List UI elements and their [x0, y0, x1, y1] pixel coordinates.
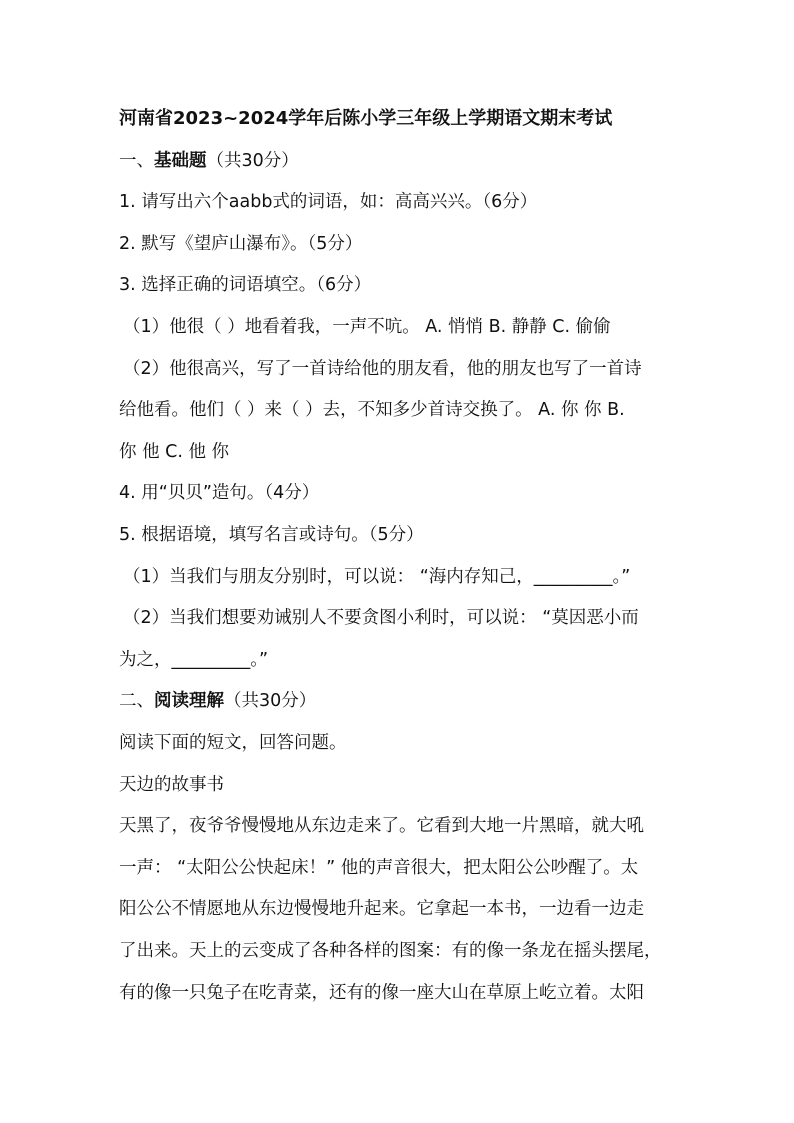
passage-title: 天边的故事书	[119, 775, 224, 795]
question-5: 5. 根据语境，填写名言或诗句。（5分）	[119, 525, 424, 545]
section-score: （共30分）	[206, 151, 299, 171]
section-name: 阅读理解	[154, 691, 224, 711]
section-heading-reading	[119, 689, 699, 713]
question-3-1: （1）他很（ ）地看着我，一声不吭。 A. 悄悄 B. 静静 C. 偷偷	[123, 317, 611, 337]
section-prefix: 一、	[119, 151, 154, 171]
passage-line: 阳公公不情愿地从东边慢慢地升起来。它拿起一本书，一边看一边走	[119, 899, 644, 919]
passage-line: 有的像一只兔子在吃青菜，还有的像一座大山在草原上屹立着。太阳	[119, 983, 644, 1003]
section-heading-basics	[119, 149, 699, 173]
section-prefix: 二、	[119, 691, 154, 711]
section-name: 基础题	[154, 151, 207, 171]
exam-title: 河南省2023~2024学年后陈小学三年级上学期语文期末考试	[119, 108, 613, 129]
question-5-1: （1）当我们与朋友分别时，可以说： “海内存知己，_________。”	[123, 567, 631, 587]
question-1: 1. 请写出六个aabb式的词语，如：高高兴兴。（6分）	[119, 192, 538, 212]
question-4: 4. 用“贝贝”造句。（4分）	[119, 483, 320, 503]
question-3-2-line-2: 给他看。他们（ ）来（ ）去，不知多少首诗交换了。 A. 你 你 B.	[119, 400, 625, 420]
passage-line: 一声： “太阳公公快起床！” 他的声音很大，把太阳公公吵醒了。太	[119, 858, 639, 878]
question-3-2-line-1: （2）他很高兴，写了一首诗给他的朋友看，他的朋友也写了一首诗	[123, 359, 642, 379]
question-5-2-line-2: 为之，_________。”	[119, 650, 269, 670]
question-3: 3. 选择正确的词语填空。（6分）	[119, 275, 372, 295]
question-2: 2. 默写《望庐山瀑布》。（5分）	[119, 234, 363, 254]
question-5-2-line-1: （2）当我们想要劝诫别人不要贪图小利时，可以说： “莫因恶小而	[123, 608, 639, 628]
question-3-2-line-3: 你 他 C. 他 你	[119, 442, 230, 462]
passage-line: 天黑了，夜爷爷慢慢地从东边走来了。它看到大地一片黑暗，就大吼	[119, 816, 644, 836]
passage-line: 了出来。天上的云变成了各种各样的图案：有的像一条龙在摇头摆尾，	[119, 941, 662, 961]
reading-instructions: 阅读下面的短文，回答问题。	[119, 733, 347, 753]
section-score: （共30分）	[224, 691, 317, 711]
